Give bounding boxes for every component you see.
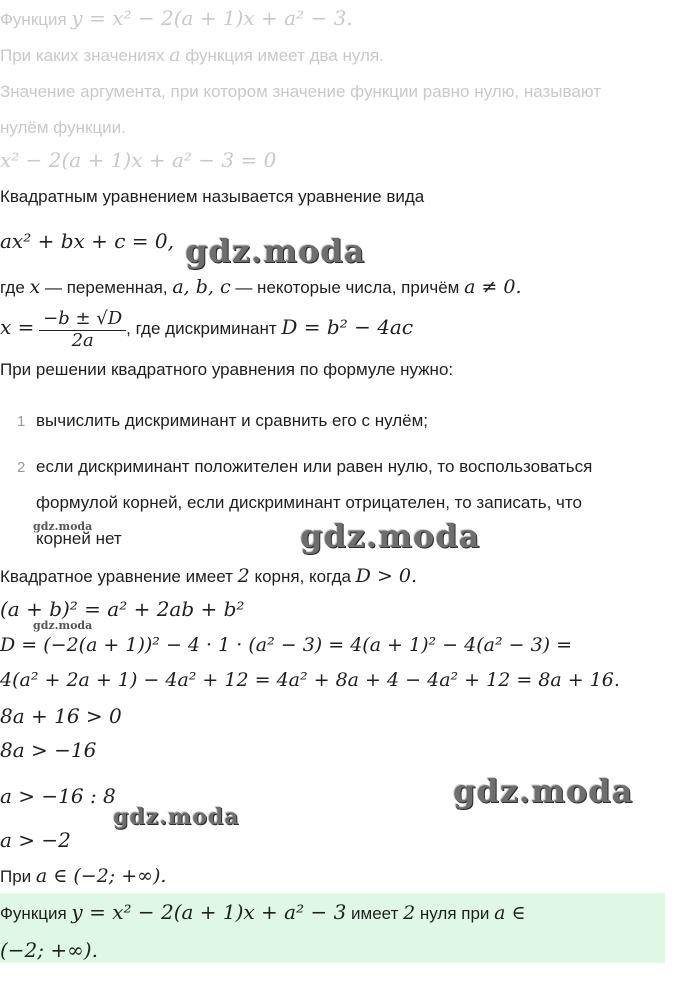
step-2-line-2: формулой корней, если дискриминант отрицателен, то записать, что — [36, 493, 582, 512]
roots-discriminant: D = b² − 4ac — [281, 315, 414, 339]
where-x: x — [29, 276, 41, 298]
identity: (a + b)² = a² + 2ab + b² — [0, 597, 245, 621]
where-pre: где — [0, 278, 30, 297]
answer-pre: Функция — [0, 904, 72, 923]
where-mid: — переменная, — [40, 278, 173, 297]
two-roots-mid: корня, когда — [249, 567, 356, 586]
step-1-text: вычислить дискриминант и сравнить его с нулём; — [36, 411, 429, 430]
task-line — [0, 6, 353, 32]
roots-text: , где дискриминант — [126, 319, 282, 338]
result-set: a ∈ (−2; +∞). — [35, 865, 167, 887]
watermark-small: gdz.moda — [33, 520, 93, 533]
inequality-2: 8a > −16 — [0, 738, 97, 762]
result-line — [0, 864, 166, 889]
inequality-1: 8a + 16 > 0 — [0, 704, 122, 728]
step-1-number: 1 — [17, 413, 26, 430]
disc-line-2: 4(a² + 2a + 1) − 4a² + 12 = 4a² + 8a + 4 − 4a² + 12 = 8a + 16. — [0, 669, 620, 691]
answer-line-2: (−2; +∞). — [0, 938, 98, 962]
quad-form: ax² + bx + c = 0, — [0, 229, 175, 253]
watermark-small: gdz.moda — [33, 619, 93, 632]
roots-fraction — [39, 308, 126, 351]
definition-line-1: Значение аргумента, при котором значение функции равно нулю, называют — [0, 82, 601, 101]
two-roots-line — [0, 564, 417, 589]
roots-formula — [0, 305, 413, 351]
result-pre: При — [0, 867, 36, 886]
where-abc: a, b, c — [172, 276, 231, 298]
watermark-logo: gdz.moda — [300, 517, 481, 555]
two-roots-pre: Квадратное уравнение имеет — [0, 567, 238, 586]
watermark-logo: gdz.moda — [185, 232, 366, 270]
question-line — [0, 43, 384, 68]
answer-mid: имеет — [346, 904, 404, 923]
where-post: — некоторые числа, причём — [230, 278, 465, 297]
where-line — [0, 275, 522, 300]
answer-post: нуля при — [415, 904, 495, 923]
answer-set-start: a ∈ — [494, 902, 526, 924]
question-pre: При каких значениях — [0, 46, 170, 65]
answer-line-1 — [0, 900, 526, 926]
equation: x² − 2(a + 1)x + a² − 3 = 0 — [0, 148, 277, 172]
inequality-3: a > −16 : 8 — [0, 784, 116, 808]
roots-lhs: x = — [0, 315, 35, 339]
task-text: Функция — [0, 10, 72, 29]
step-2-number: 2 — [17, 459, 26, 476]
answer-num: 2 — [403, 902, 416, 924]
step-2-line-1: если дискриминант положителен или равен нулю, то воспользоваться — [36, 457, 593, 476]
question-post: функция имеет два нуля. — [180, 46, 384, 65]
disc-line-1: D = (−2(a + 1))² − 4 · 1 · (a² − 3) = 4(a + 1)² − 4(a² − 3) = — [0, 634, 573, 656]
task-formula: y = x² − 2(a + 1)x + a² − 3. — [71, 6, 353, 30]
inequality-4: a > −2 — [0, 828, 71, 852]
definition-line-2: нулём функции. — [0, 118, 126, 137]
two-roots-num: 2 — [237, 565, 250, 587]
watermark-logo: gdz.moda — [113, 804, 240, 830]
watermark-logo: gdz.moda — [453, 772, 634, 810]
solve-intro: При решении квадратного уравнения по формуле нужно: — [0, 360, 454, 379]
roots-denominator: 2a — [71, 330, 94, 351]
where-cond: a ≠ 0. — [464, 276, 522, 298]
two-roots-cond: D > 0. — [355, 565, 418, 587]
answer-formula: y = x² − 2(a + 1)x + a² − 3 — [71, 900, 347, 924]
question-var: a — [169, 44, 181, 66]
roots-numerator: −b ± √D — [39, 308, 126, 331]
step-2-line-3: корней нет — [36, 529, 122, 548]
quad-definition: Квадратным уравнением называется уравнение вида — [0, 187, 425, 206]
